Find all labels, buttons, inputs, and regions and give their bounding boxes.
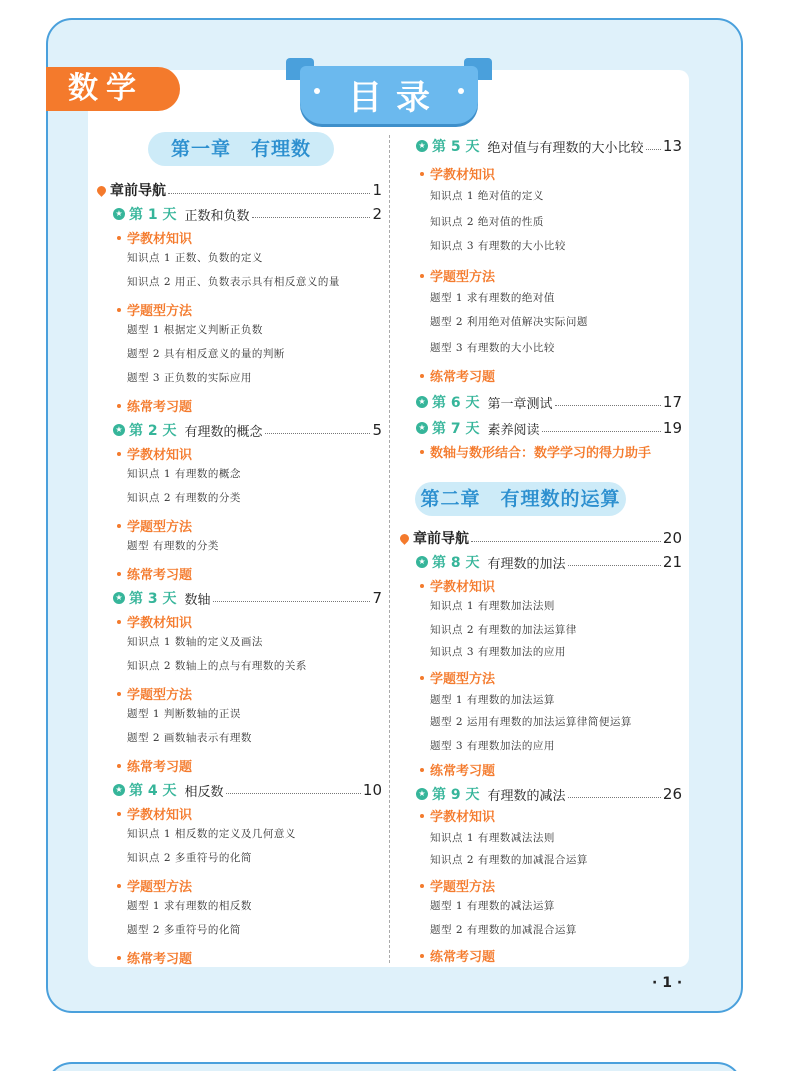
toc-item-label: 题型 1 求有理数的相反数 xyxy=(127,900,252,912)
star-badge-icon: ★ xyxy=(416,396,428,408)
toc-nav-label: 章前导航 xyxy=(110,183,166,199)
toc-section-label: 学题型方法 xyxy=(127,520,193,535)
toc-day-title: 绝对值与有理数的大小比较 xyxy=(487,140,644,156)
toc-section-label: 学题型方法 xyxy=(430,880,496,895)
toc-entry-item[interactable] xyxy=(95,370,382,385)
toc-item-label: 题型 2 运用有理数的加法运算律简便运算 xyxy=(430,716,632,728)
bullet-icon xyxy=(117,452,121,456)
star-badge-icon: ★ xyxy=(113,424,125,436)
bullet-icon xyxy=(117,572,121,576)
toc-item-label: 题型 2 画数轴表示有理数 xyxy=(127,732,252,744)
dot-leader xyxy=(213,601,371,602)
toc-entry-section[interactable] xyxy=(95,612,382,631)
toc-section-label: 学教材知识 xyxy=(127,448,193,463)
toc-entry-section[interactable] xyxy=(398,164,682,183)
toc-entry-day[interactable] xyxy=(398,784,682,804)
toc-section-label: 学教材知识 xyxy=(430,168,496,183)
bullet-icon xyxy=(420,884,424,888)
page-number: · 1 · xyxy=(652,975,683,991)
toc-nav-label: 章前导航 xyxy=(413,531,469,547)
toc-item-label: 知识点 1 有理数的概念 xyxy=(127,468,241,480)
toc-section-label: 练常考习题 xyxy=(127,952,193,967)
toc-entry-section[interactable] xyxy=(95,876,382,895)
toc-entry-section[interactable] xyxy=(95,228,382,247)
toc-item-label: 知识点 1 绝对值的定义 xyxy=(430,190,544,202)
toc-entry-section[interactable] xyxy=(95,948,382,967)
toc-day-title: 正数和负数 xyxy=(184,208,250,224)
toc-entry-day[interactable] xyxy=(398,136,682,156)
toc-day-title: 相反数 xyxy=(184,784,224,800)
dot-leader xyxy=(168,193,370,194)
toc-section-label: 练常考习题 xyxy=(127,400,193,415)
toc-entry-item[interactable] xyxy=(398,290,682,305)
toc-entry-section[interactable] xyxy=(398,442,682,461)
star-badge-icon: ★ xyxy=(416,140,428,152)
toc-page-number: 17 xyxy=(662,393,682,411)
toc-entry-item[interactable] xyxy=(398,314,682,329)
toc-entry-item[interactable] xyxy=(95,850,382,865)
toc-section-label: 练常考习题 xyxy=(430,764,496,779)
bullet-icon xyxy=(420,954,424,958)
toc-entry-item[interactable] xyxy=(95,322,382,337)
star-badge-icon: ★ xyxy=(416,422,428,434)
toc-day-title: 第一章测试 xyxy=(487,396,553,412)
toc-item-label: 知识点 1 有理数加法法则 xyxy=(430,600,555,612)
toc-item-label: 题型 1 求有理数的绝对值 xyxy=(430,292,555,304)
location-pin-icon xyxy=(398,532,411,545)
toc-section-label: 练常考习题 xyxy=(430,370,496,385)
toc-entry-section[interactable] xyxy=(398,876,682,895)
bullet-icon xyxy=(117,692,121,696)
toc-entry-item[interactable] xyxy=(95,250,382,265)
toc-item-label: 题型 3 有理数的大小比较 xyxy=(430,342,555,354)
toc-page-number: 2 xyxy=(372,205,382,223)
toc-left-column xyxy=(95,132,382,967)
star-badge-icon: ★ xyxy=(113,592,125,604)
toc-entry-section[interactable] xyxy=(95,396,382,415)
toc-item-label: 题型 2 有理数的加减混合运算 xyxy=(430,924,577,936)
toc-day-label: 第 1 天 xyxy=(129,207,177,223)
dot-leader xyxy=(555,405,661,406)
title-banner xyxy=(286,58,492,124)
bullet-icon xyxy=(117,236,121,240)
toc-entry-item[interactable] xyxy=(95,898,382,913)
toc-entry-item[interactable] xyxy=(95,658,382,673)
toc-section-label: 学教材知识 xyxy=(127,232,193,247)
toc-entry-item[interactable] xyxy=(398,644,682,659)
toc-entry-item[interactable] xyxy=(95,466,382,481)
toc-section-label: 练常考习题 xyxy=(430,950,496,965)
toc-page-number: 5 xyxy=(372,421,382,439)
toc-entry-item[interactable] xyxy=(398,214,682,229)
toc-section-label: 练常考习题 xyxy=(127,760,193,775)
bullet-icon xyxy=(117,764,121,768)
bullet-icon xyxy=(117,404,121,408)
toc-section-label: 学题型方法 xyxy=(127,304,193,319)
toc-entry-day[interactable] xyxy=(398,552,682,572)
toc-item-label: 知识点 2 多重符号的化简 xyxy=(127,852,252,864)
toc-item-label: 知识点 2 用正、负数表示具有相反意义的量 xyxy=(127,276,340,288)
toc-item-label: 题型 3 有理数加法的应用 xyxy=(430,740,555,752)
toc-day-title: 有理数的加法 xyxy=(487,556,566,572)
dot-leader xyxy=(471,541,661,542)
toc-section-label: 学教材知识 xyxy=(430,580,496,595)
toc-day-label: 第 6 天 xyxy=(432,395,480,411)
toc-entry-item[interactable] xyxy=(398,852,682,867)
toc-item-label: 题型 2 利用绝对值解决实际问题 xyxy=(430,316,588,328)
toc-page-number: 10 xyxy=(362,781,382,799)
toc-entry-item[interactable] xyxy=(95,634,382,649)
star-badge-icon: ★ xyxy=(113,784,125,796)
bullet-icon xyxy=(420,814,424,818)
toc-day-title: 素养阅读 xyxy=(487,422,540,438)
toc-day-label: 第 3 天 xyxy=(129,591,177,607)
dot-leader xyxy=(265,433,371,434)
toc-entry-item[interactable] xyxy=(95,730,382,745)
toc-entry-day[interactable] xyxy=(95,420,382,440)
toc-entry-item[interactable] xyxy=(95,826,382,841)
toc-entry-section[interactable] xyxy=(95,804,382,823)
toc-entry-section[interactable] xyxy=(95,564,382,583)
toc-day-label: 第 2 天 xyxy=(129,423,177,439)
toc-entry-section[interactable] xyxy=(95,684,382,703)
star-badge-icon: ★ xyxy=(416,556,428,568)
toc-entry-item[interactable] xyxy=(398,922,682,937)
toc-item-label: 知识点 3 有理数的大小比较 xyxy=(430,240,566,252)
dot-leader xyxy=(646,149,661,150)
bullet-icon xyxy=(420,374,424,378)
toc-item-label: 知识点 2 有理数的加法运算律 xyxy=(430,624,577,636)
toc-entry-item[interactable] xyxy=(95,274,382,289)
toc-entry-item[interactable] xyxy=(95,538,382,553)
toc-entry-day[interactable] xyxy=(95,204,382,224)
toc-page-number: 13 xyxy=(662,137,682,155)
bullet-icon xyxy=(117,308,121,312)
toc-entry-item[interactable] xyxy=(398,692,682,707)
toc-entry-section[interactable] xyxy=(95,444,382,463)
toc-item-label: 知识点 3 有理数加法的应用 xyxy=(430,646,566,658)
bullet-icon xyxy=(117,524,121,528)
dot-leader xyxy=(252,217,371,218)
dot-leader xyxy=(542,431,661,432)
toc-section-label: 数轴与数形结合：数学学习的得力助手 xyxy=(430,446,652,461)
toc-entry-section[interactable] xyxy=(95,516,382,535)
toc-entry-section[interactable] xyxy=(398,668,682,687)
toc-item-label: 题型 3 正负数的实际应用 xyxy=(127,372,252,384)
toc-page-number: 1 xyxy=(372,181,382,199)
toc-entry-section[interactable] xyxy=(398,760,682,779)
toc-entry-day[interactable] xyxy=(398,418,682,438)
toc-section-label: 学教材知识 xyxy=(127,808,193,823)
toc-page-number: 19 xyxy=(662,419,682,437)
toc-entry-item[interactable] xyxy=(398,830,682,845)
bullet-icon xyxy=(420,768,424,772)
toc-section-label: 学题型方法 xyxy=(430,270,496,285)
toc-entry-section[interactable] xyxy=(398,266,682,285)
bullet-icon xyxy=(117,956,121,960)
dot-leader xyxy=(226,793,361,794)
bullet-icon xyxy=(420,676,424,680)
toc-page-number: 21 xyxy=(662,553,682,571)
toc-day-title: 有理数的减法 xyxy=(487,788,566,804)
toc-entry-item[interactable] xyxy=(398,188,682,203)
toc-entry-item[interactable] xyxy=(95,490,382,505)
toc-item-label: 知识点 1 数轴的定义及画法 xyxy=(127,636,263,648)
bullet-icon xyxy=(420,172,424,176)
toc-entry-nav[interactable] xyxy=(95,180,382,200)
toc-section-label: 学教材知识 xyxy=(430,810,496,825)
toc-entry-item[interactable] xyxy=(95,346,382,361)
toc-page-number: 7 xyxy=(372,589,382,607)
toc-item-label: 题型 1 判断数轴的正误 xyxy=(127,708,241,720)
toc-section-label: 练常考习题 xyxy=(127,568,193,583)
toc-entry-item[interactable] xyxy=(95,922,382,937)
toc-page-number: 20 xyxy=(662,529,682,547)
toc-item-label: 知识点 1 有理数减法法则 xyxy=(430,832,555,844)
toc-section-label: 学题型方法 xyxy=(127,688,193,703)
toc-day-label: 第 4 天 xyxy=(129,783,177,799)
toc-day-label: 第 7 天 xyxy=(432,421,480,437)
toc-item-label: 题型 1 有理数的加法运算 xyxy=(430,694,555,706)
toc-entry-item[interactable] xyxy=(398,714,682,729)
toc-entry-section[interactable] xyxy=(95,756,382,775)
star-badge-icon: ★ xyxy=(113,208,125,220)
bullet-icon xyxy=(420,584,424,588)
toc-entry-day[interactable] xyxy=(398,392,682,412)
toc-day-label: 第 9 天 xyxy=(432,787,480,803)
bullet-icon xyxy=(420,274,424,278)
toc-entry-section[interactable] xyxy=(398,946,682,965)
toc-item-label: 知识点 2 数轴上的点与有理数的关系 xyxy=(127,660,307,672)
chapter-title: 第一章 有理数 xyxy=(148,132,334,166)
toc-item-label: 题型 2 多重符号的化简 xyxy=(127,924,241,936)
toc-item-label: 知识点 1 正数、负数的定义 xyxy=(127,252,263,264)
bullet-icon xyxy=(117,620,121,624)
chapter-title: 第二章 有理数的运算 xyxy=(415,482,626,516)
subject-label: 数学 xyxy=(46,67,180,111)
column-divider xyxy=(389,135,390,963)
toc-entry-nav[interactable] xyxy=(398,528,682,548)
bullet-icon xyxy=(420,450,424,454)
toc-section-label: 学题型方法 xyxy=(127,880,193,895)
toc-day-label: 第 5 天 xyxy=(432,139,480,155)
toc-section-label: 学题型方法 xyxy=(430,672,496,687)
toc-item-label: 题型 1 有理数的减法运算 xyxy=(430,900,555,912)
toc-section-label: 学教材知识 xyxy=(127,616,193,631)
location-pin-icon xyxy=(95,184,108,197)
toc-entry-item[interactable] xyxy=(398,238,682,253)
toc-entry-day[interactable] xyxy=(95,588,382,608)
toc-item-label: 题型 有理数的分类 xyxy=(127,540,219,552)
toc-entry-section[interactable] xyxy=(398,576,682,595)
toc-entry-section[interactable] xyxy=(398,806,682,825)
toc-entry-section[interactable] xyxy=(95,300,382,319)
toc-day-label: 第 8 天 xyxy=(432,555,480,571)
toc-item-label: 题型 1 根据定义判断正负数 xyxy=(127,324,263,336)
toc-day-title: 数轴 xyxy=(184,592,211,608)
toc-entry-section[interactable] xyxy=(398,366,682,385)
toc-entry-item[interactable] xyxy=(398,898,682,913)
toc-item-label: 知识点 2 有理数的分类 xyxy=(127,492,241,504)
toc-entry-day[interactable] xyxy=(95,780,382,800)
toc-entry-item[interactable] xyxy=(398,622,682,637)
toc-entry-item[interactable] xyxy=(398,598,682,613)
dot-leader xyxy=(568,797,661,798)
toc-day-title: 有理数的概念 xyxy=(184,424,263,440)
page-number-value: 1 xyxy=(662,975,672,991)
toc-entry-item[interactable] xyxy=(398,340,682,355)
bullet-icon xyxy=(117,812,121,816)
toc-item-label: 知识点 2 绝对值的性质 xyxy=(430,216,544,228)
toc-item-label: 题型 2 具有相反意义的量的判断 xyxy=(127,348,285,360)
bullet-icon xyxy=(117,884,121,888)
dot-leader xyxy=(568,565,661,566)
toc-item-label: 知识点 1 相反数的定义及几何意义 xyxy=(127,828,296,840)
toc-item-label: 知识点 2 有理数的加减混合运算 xyxy=(430,854,588,866)
toc-page-number: 26 xyxy=(662,785,682,803)
star-badge-icon: ★ xyxy=(416,788,428,800)
toc-entry-item[interactable] xyxy=(398,738,682,753)
next-page-frame xyxy=(46,1062,743,1071)
page-title: 目录 xyxy=(348,78,444,118)
toc-entry-item[interactable] xyxy=(95,706,382,721)
